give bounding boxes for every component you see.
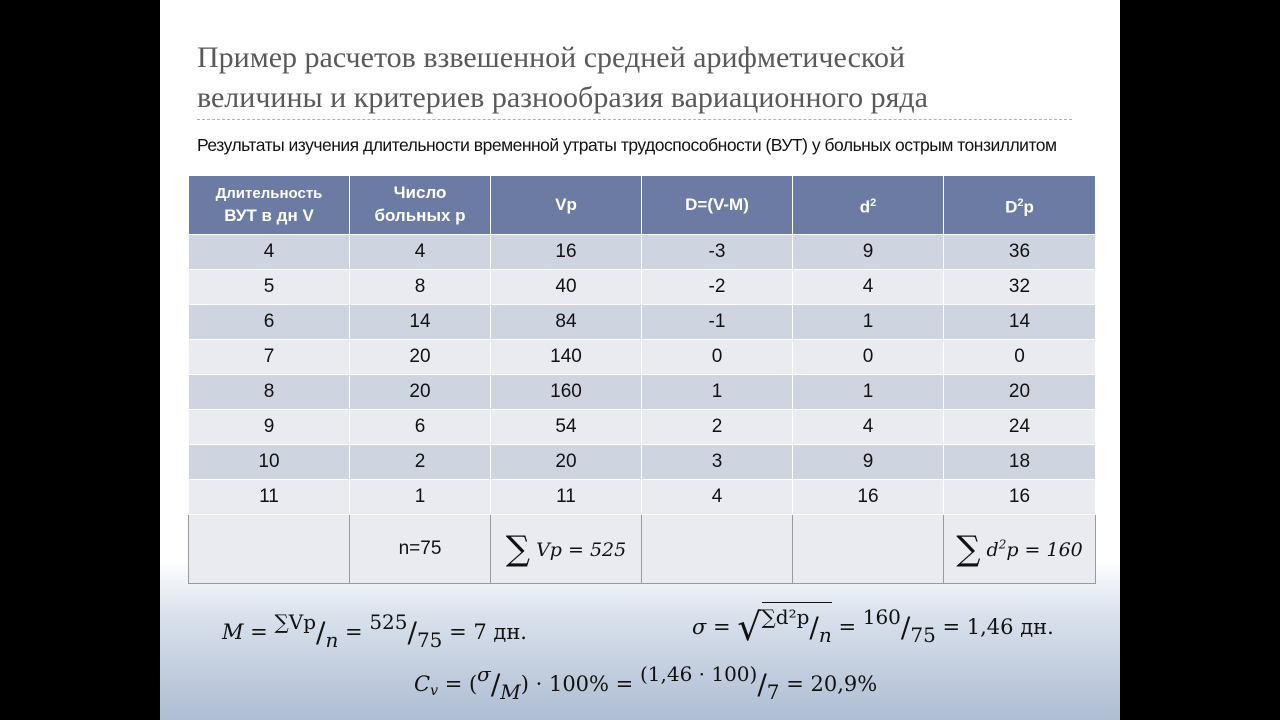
cell-patients: 20	[350, 340, 491, 375]
cell-d-squared: 4	[793, 270, 944, 305]
table-row	[189, 445, 1096, 480]
cell-duration: 6	[189, 305, 350, 340]
table-row	[189, 480, 1096, 515]
cell-d-squared: 1	[793, 305, 944, 340]
cell-vp: 11	[491, 480, 642, 515]
cell-patients: 6	[350, 410, 491, 445]
sum-cell-vp: ∑ Vp = 525	[491, 515, 642, 584]
sum-cell-empty	[793, 515, 944, 584]
cell-patients: 1	[350, 480, 491, 515]
data-table	[188, 175, 1096, 584]
cell-deviation: -1	[642, 305, 793, 340]
cell-d-squared-p: 36	[944, 235, 1096, 270]
title-line-1: Пример расчетов взвешенной средней арифметической	[197, 41, 906, 74]
cell-patients: 20	[350, 375, 491, 410]
cell-vp: 84	[491, 305, 642, 340]
formula-mean: M = ∑Vp/n = 525/75 = 7 дн.	[222, 610, 527, 652]
cell-d-squared-p: 32	[944, 270, 1096, 305]
cell-vp: 160	[491, 375, 642, 410]
cell-d-squared: 1	[793, 375, 944, 410]
cell-d-squared: 9	[793, 235, 944, 270]
header-patients: Число больных p	[350, 176, 491, 235]
cell-vp: 54	[491, 410, 642, 445]
cell-duration: 4	[189, 235, 350, 270]
table-row	[189, 270, 1096, 305]
cell-d-squared-p: 20	[944, 375, 1096, 410]
header-duration: Длительность ВУТ в дн V	[189, 176, 350, 235]
cell-deviation: -2	[642, 270, 793, 305]
header-vp: Vp	[491, 176, 642, 235]
cell-duration: 5	[189, 270, 350, 305]
cell-duration: 9	[189, 410, 350, 445]
table-header-row	[189, 176, 1096, 235]
cell-patients: 2	[350, 445, 491, 480]
sum-symbol-icon: ∑	[956, 529, 981, 569]
cell-d-squared-p: 18	[944, 445, 1096, 480]
cell-d-squared: 0	[793, 340, 944, 375]
sum-cell-d2p: ∑ $d^2p = 160$	[944, 515, 1096, 584]
sum-symbol-icon: ∑	[505, 529, 531, 569]
header-deviation: D=(V-M)	[642, 176, 793, 235]
cell-vp: 40	[491, 270, 642, 305]
sum-cell-n: n=75	[350, 515, 491, 584]
header-d-squared-p: $D^2p$	[944, 176, 1096, 235]
table-sum-row	[189, 515, 1096, 584]
table-row	[189, 305, 1096, 340]
cell-d-squared-p: 16	[944, 480, 1096, 515]
cell-d-squared: 16	[793, 480, 944, 515]
header-d-squared: $d^2$	[793, 176, 944, 235]
cell-d-squared: 4	[793, 410, 944, 445]
cell-d-squared-p: 14	[944, 305, 1096, 340]
cell-vp: 16	[491, 235, 642, 270]
cell-duration: 10	[189, 445, 350, 480]
cell-deviation: 3	[642, 445, 793, 480]
formula-cv: Cv = (σ/M) · 100% = (1,46 · 100)/7 = 20,9%	[414, 662, 878, 704]
table-row	[189, 375, 1096, 410]
table-row	[189, 410, 1096, 445]
cell-d-squared-p: 0	[944, 340, 1096, 375]
cell-patients: 8	[350, 270, 491, 305]
sqrt-icon: √	[737, 605, 762, 649]
cell-deviation: 1	[642, 375, 793, 410]
cell-d-squared-p: 24	[944, 410, 1096, 445]
cell-vp: 20	[491, 445, 642, 480]
cell-deviation: 4	[642, 480, 793, 515]
table-row	[189, 340, 1096, 375]
cell-vp: 140	[491, 340, 642, 375]
sum-cell-empty	[642, 515, 793, 584]
table-row	[189, 235, 1096, 270]
cell-d-squared: 9	[793, 445, 944, 480]
slide	[160, 0, 1120, 720]
cell-duration: 8	[189, 375, 350, 410]
cell-deviation: -3	[642, 235, 793, 270]
cell-deviation: 0	[642, 340, 793, 375]
cell-patients: 14	[350, 305, 491, 340]
cell-patients: 4	[350, 235, 491, 270]
title-line-2: величины и критериев разнообразия вариационного ряда	[197, 81, 928, 114]
cell-deviation: 2	[642, 410, 793, 445]
slide-title	[197, 38, 1097, 118]
sum-cell-empty	[189, 515, 350, 584]
table-caption: Результаты изучения длительности временной утраты трудоспособности (ВУТ) у больных острым тонзиллитом	[197, 135, 1057, 155]
cell-duration: 7	[189, 340, 350, 375]
cell-duration: 11	[189, 480, 350, 515]
title-divider	[197, 119, 1072, 120]
formula-sigma: σ = √∑d²p/n = 160/75 = 1,46 дн.	[692, 602, 1054, 649]
